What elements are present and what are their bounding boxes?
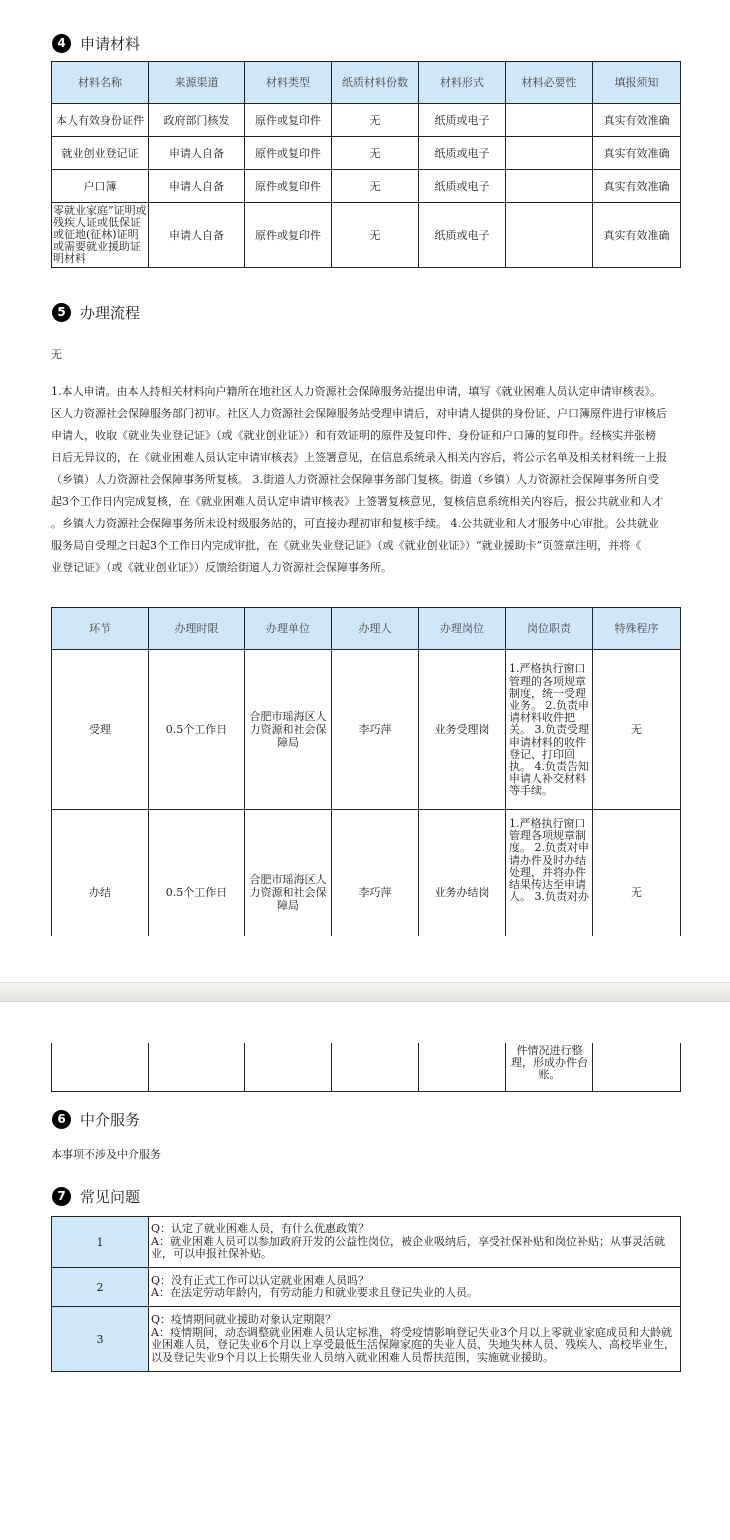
step-name: 办结 [52, 810, 149, 976]
section-number-badge: 6 [52, 1110, 71, 1129]
section-number-badge: 5 [52, 303, 71, 322]
faq-answer: A：就业困难人员可以参加政府开发的公益性岗位，被企业吸纳后，享受社保补贴和岗位补贴；从事灵活就业，可以申报社保补贴。 [151, 1234, 665, 1261]
paragraph-line: 起3个工作日内完成复核，在《就业困难人员认定申请审核表》上签署复核意见，复核信息系统相关内容后，报公共就业和人才 [51, 495, 663, 508]
faq-answer: A：在法定劳动年龄内，有劳动能力和就业要求且登记失业的人员。 [151, 1286, 478, 1299]
step-unit: 合肥市瑶海区人力资源和社会保障局 [245, 650, 332, 810]
step-post: 业务办结岗 [419, 810, 506, 976]
empty-cell [245, 1043, 332, 1092]
step-unit: 合肥市瑶海区人力资源和社会保障局 [245, 810, 332, 976]
step-special: 无 [593, 810, 681, 976]
section-number-badge: 4 [52, 34, 71, 53]
process-table [51, 607, 681, 976]
faq-content [149, 1307, 681, 1372]
step-time: 0.5个工作日 [149, 650, 245, 810]
process-none-text: 无 [51, 348, 62, 361]
header-cell: 办理人 [332, 608, 419, 650]
material-notice: 真实有效准确 [593, 203, 681, 268]
material-source: 申请人自备 [149, 203, 245, 268]
faq-number: 1 [52, 1217, 149, 1268]
header-cell: 办理单位 [245, 608, 332, 650]
faq-number: 3 [52, 1307, 149, 1372]
step-person: 李巧萍 [332, 810, 419, 976]
table-row [52, 203, 681, 268]
step-post: 业务受理岗 [419, 650, 506, 810]
section-title-text: 办理流程 [80, 303, 141, 322]
material-necessity [506, 203, 593, 268]
step-name: 受理 [52, 650, 149, 810]
step-time: 0.5个工作日 [149, 810, 245, 976]
table-row [52, 650, 681, 810]
faq-question: Q：疫情期间就业援助对象认定期限？ [151, 1313, 337, 1326]
faq-row [52, 1268, 681, 1307]
faq-row [52, 1217, 681, 1268]
material-notice: 真实有效准确 [593, 137, 681, 170]
material-necessity [506, 170, 593, 203]
table-row [52, 104, 681, 137]
table-header-row [52, 608, 681, 650]
header-cell: 材料必要性 [506, 62, 593, 104]
header-cell: 来源渠道 [149, 62, 245, 104]
material-source: 政府部门核发 [149, 104, 245, 137]
section-title-text: 常见问题 [80, 1187, 141, 1206]
paragraph-line: 申请人，收取《就业失业登记证》（或《就业创业证》）和有效证明的原件及复印件、身份证和户口簿的复印件。经核实并张榜 [51, 429, 656, 442]
material-necessity [506, 104, 593, 137]
faq-content [149, 1217, 681, 1268]
material-notice: 真实有效准确 [593, 170, 681, 203]
paragraph-line: 区人力资源社会保障服务部门初审。社区人力资源社会保障服务站受理申请后，对申请人提供的身份证、户口簿原件进行审核后 [51, 407, 667, 420]
faq-question: Q：认定了就业困难人员，有什么优惠政策？ [151, 1222, 370, 1236]
process-table-continued [51, 1043, 681, 1092]
paragraph-line: 。乡镇人力资源社会保障事务所未设村级服务站的，可直接办理初审和复核手续。 4.公共就业和人才服务中心审批。公共就业 [51, 517, 659, 530]
paragraph-line: 日后无异议的，在《就业困难人员认定申请审核表》上签署意见，在信息系统录入相关内容后，将公示名单及相关材料统一上报 [51, 451, 667, 464]
material-copies: 无 [332, 203, 419, 268]
header-cell: 特殊程序 [593, 608, 681, 650]
intermediary-text: 本事项不涉及中介服务 [51, 1148, 161, 1161]
material-copies: 无 [332, 170, 419, 203]
header-cell: 岗位职责 [506, 608, 593, 650]
header-cell: 办理时限 [149, 608, 245, 650]
material-name: 就业创业登记证 [52, 137, 149, 170]
section-title-materials [52, 31, 140, 55]
paragraph-line: 服务局自受理之日起3个工作日内完成审批，在《就业失业登记证》（或《就业创业证》）“就业援助卡”页签章注明，并将《 [51, 539, 642, 552]
section-title-text: 申请材料 [80, 34, 141, 53]
header-cell: 材料形式 [419, 62, 506, 104]
header-cell: 纸质材料份数 [332, 62, 419, 104]
faq-question: Q：没有正式工作可以认定就业困难人员吗？ [151, 1273, 370, 1287]
empty-cell [593, 1043, 681, 1092]
header-cell: 办理岗位 [419, 608, 506, 650]
header-cell: 材料类型 [245, 62, 332, 104]
table-row [52, 137, 681, 170]
material-form: 纸质或电子 [419, 203, 506, 268]
table-row [52, 170, 681, 203]
material-name: 户口簿 [52, 170, 149, 203]
faq-answer: A：疫情期间，动态调整就业困难人员认定标准，将受疫情影响登记失业3个月以上零就业家庭成员和大龄就业困难人员，登记失业6个月以上享受最低生活保障家庭的失业人员、失地失林人员、残疾人、高校毕业生，以及登记失业9个月以上长期失业人员纳入就业困难人员帮扶范围，实施就业援助。 [151, 1325, 675, 1364]
header-cell: 材料名称 [52, 62, 149, 104]
material-name: 零就业家庭”证明或残疾人证或低保证或征地(征林)证明或需要就业援助证明材料 [52, 203, 149, 268]
faq-content [149, 1268, 681, 1307]
material-form: 纸质或电子 [419, 137, 506, 170]
paragraph-line: 1.本人申请。由本人持相关材料向户籍所在地社区人力资源社会保障服务站提出申请，填写《就业困难人员认定申请审核表》。 [51, 385, 661, 398]
materials-table [51, 61, 681, 268]
header-cell: 填报须知 [593, 62, 681, 104]
material-copies: 无 [332, 104, 419, 137]
step-special: 无 [593, 650, 681, 810]
step-person: 李巧萍 [332, 650, 419, 810]
step-duty: 1.严格执行窗口管理各项规章制度。 2.负责对申请办件及时办结处理，并将办件结果传达至申请人。 3.负责对办 [506, 810, 593, 976]
material-copies: 无 [332, 137, 419, 170]
paragraph-line: 业登记证》（或《就业创业证》）反馈给街道人力资源社会保障事务所。 [51, 561, 392, 574]
empty-cell [332, 1043, 419, 1092]
material-source: 申请人自备 [149, 170, 245, 203]
material-form: 纸质或电子 [419, 170, 506, 203]
section-title-faq [52, 1184, 140, 1208]
section-title-text: 中介服务 [80, 1110, 141, 1129]
section-number-badge: 7 [52, 1187, 71, 1206]
faq-table [51, 1216, 681, 1372]
process-description [51, 381, 730, 579]
paragraph-line: （乡镇）人力资源社会保障事务所复核。 3.街道人力资源社会保障事务部门复核。街道（乡镇）人力资源社会保障事务所自受 [51, 473, 659, 486]
material-necessity [506, 137, 593, 170]
material-type: 原件或复印件 [245, 137, 332, 170]
table-header-row [52, 62, 681, 104]
empty-cell [149, 1043, 245, 1092]
material-type: 原件或复印件 [245, 203, 332, 268]
section-title-intermediary [52, 1107, 140, 1131]
header-cell: 环节 [52, 608, 149, 650]
step-duty: 1.严格执行窗口管理的各项规章制度，统一受理业务。 2.负责申请材料收件把关。 3.负责受理申请材料的收件登记、打印回执。 4.负责告知申请人补交材料等手续。 [506, 650, 593, 810]
material-type: 原件或复印件 [245, 170, 332, 203]
material-notice: 真实有效准确 [593, 104, 681, 137]
material-type: 原件或复印件 [245, 104, 332, 137]
material-source: 申请人自备 [149, 137, 245, 170]
faq-number: 2 [52, 1268, 149, 1307]
faq-row [52, 1307, 681, 1372]
page-separator [0, 982, 730, 1002]
material-name: 本人有效身份证件 [52, 104, 149, 137]
material-form: 纸质或电子 [419, 104, 506, 137]
step-duty-continued: 件情况进行整理，形成办件台账。 [506, 1043, 593, 1092]
section-title-process [52, 300, 140, 324]
empty-cell [52, 1043, 149, 1092]
table-row [52, 1043, 681, 1092]
empty-cell [419, 1043, 506, 1092]
